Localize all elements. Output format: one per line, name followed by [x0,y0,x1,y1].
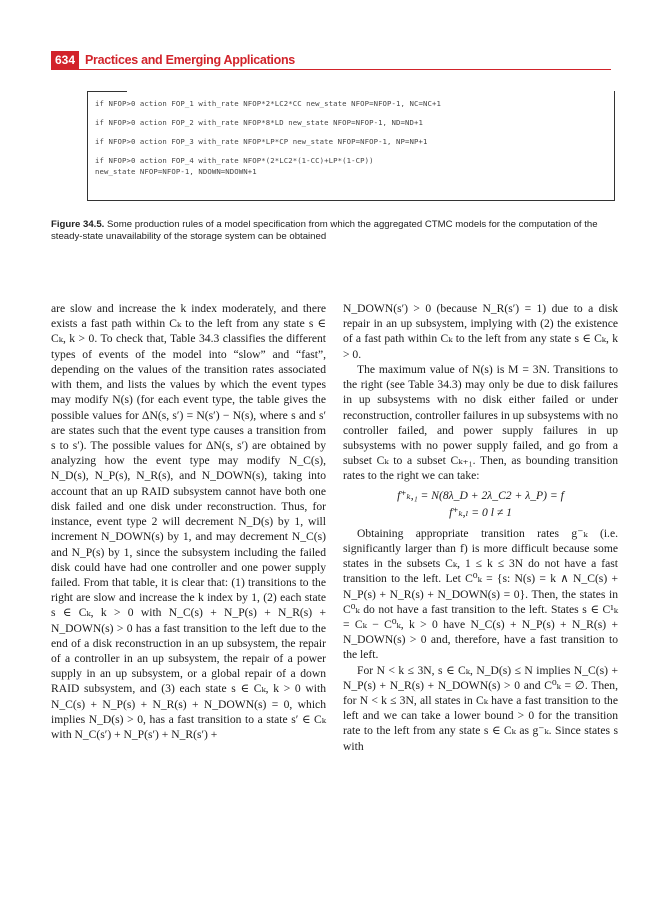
code-line-4: if NFOP>0 action FOP_4 with_rate NFOP*(2*LC2*(1-CC)+LP*(1-CP)) [95,156,374,165]
code-listing-figure [87,91,615,201]
code-line-2: if NFOP>0 action FOP_2 with_rate NFOP*8*LD new_state NFOP=NFOP-1, ND=ND+1 [95,118,423,127]
code-line-5: new_state NFOP=NFOP-1, NDOWN=NDOWN+1 [95,167,257,176]
figure-caption [51,219,621,243]
left-paragraph-1: are slow and increase the k index moderately, and there exists a fast path within Cₖ to the left from any state s ∈ Cₖ, k > 0. To check that, Table 34.3 classifies the different types of events of the model into “slow” and “fast”, depending on the values of the transition rates associated with them, and lists the values by which the event types may modify N(s) (for each event type, the table gives the possible values for ΔN(s, s′) = N(s′) − N(s), where s and s′ are states such that the event type causes a transition from s to s′). The possible values for ΔN(s, s′) are obtained by analyzing how the event type may modify N_C(s), N_D(s), N_P(s), N_R(s), and N_DOWN(s), taking into account that an up RAID subsystem cannot have both one disk failed and one disk under reconstruction. Thus, for instance, event type 2 will decrement N_D(s) by 1, will increment N_DOWN(s) by 1, and may decrement N_C(s) and N_P(s) by 1, since the subsystem including the failed disk could have had one controller and one power supply failed. From that table, it is clear that: (1) transitions to the right are slow and increase the k index by 1, (2) each state s ∈ Cₖ, k > 0 with N_C(s) + N_P(s) + N_R(s) + N_DOWN(s) > 0 has a fast transition to the left due to the end of a disk reconstruction in an up subsystem, the repair of a controller in an up subsystem, the repair of a power supply in an up subsystem, or a global repair of a down RAID subsystem, and (3) each state s ∈ Cₖ, k > 0 with N_C(s) + N_P(s) + N_R(s) + N_DOWN(s) = 0, which implies N_D(s) > 0, has a fast transition to a state s′ ∈ Cₖ with N_C(s′) + N_P(s′) + N_R(s′) + [51,302,326,742]
code-line-1: if NFOP>0 action FOP_1 with_rate NFOP*2*LC2*CC new_state NFOP=NFOP-1, NC=NC+1 [95,99,441,108]
right-paragraph-2: The maximum value of N(s) is M = 3N. Transitions to the right (see Table 34.3) may only be due to disk failures in up subsystems with no disk either failed or under reconstruction, controller failures in up subsystems with no controller failed, and power supply failures in up subsystems with no power supply failed, and go from a subset Cₖ to a subset Cₖ₊₁. Then, as bounding transition rates to the right we can take: [343,362,618,483]
figure-label: Figure 34.5. [51,219,105,230]
page-number: 634 [51,51,79,69]
right-column [343,301,618,754]
figure-caption-text: Some production rules of a model specification from which the aggregated CTMC models for the computation of the steady-state unavailability of the storage system can be obtained [51,219,598,242]
equation-2: f⁺ₖ,ₗ = 0 l ≠ 1 [449,505,512,519]
running-header [51,51,611,69]
code-line-3: if NFOP>0 action FOP_3 with_rate NFOP*LP*CP new_state NFOP=NFOP-1, NP=NP+1 [95,137,428,146]
equation-1: f⁺ₖ,₁ = N(8λ_D + 2λ_C2 + λ_P) = f [397,488,564,502]
right-paragraph-4: For N < k ≤ 3N, s ∈ Cₖ, N_D(s) ≤ N implies N_C(s) + N_P(s) + N_R(s) + N_DOWN(s) > 0 and C⁰ₖ = ∅. Then, for N < k ≤ 3N, all states in Cₖ have a fast transition to the left and we can take a lower bound > 0 for the transition rate to the left from any state s ∈ Cₖ as g⁻ₖ. Since states s with [343,663,618,753]
right-paragraph-3: Obtaining appropriate transition rates g⁻ₖ (i.e. significantly larger than f) is more difficult because some states in the subsets Cₖ, 1 ≤ k ≤ 3N do not have a fast transition to the left. Let C⁰ₖ = {s: N(s) = k ∧ N_C(s) + N_P(s) + N_R(s) + N_DOWN(s) = 0}. Then, the states in C⁰ₖ do not have a fast transition to the left. States s ∈ C¹ₖ = Cₖ − C⁰ₖ, k > 0 have N_C(s) + N_P(s) + N_R(s) + N_DOWN(s) > 0 and, therefore, have a fast transition to the left. [343,526,618,662]
left-column [51,301,326,742]
running-title: Practices and Emerging Applications [85,53,295,67]
right-paragraph-1: N_DOWN(s′) > 0 (because N_R(s′) = 1) due to a disk repair in an up subsystem, implying with (2) the existence of a fast path within Cₖ to the left from any state s ∈ Cₖ, k > 0. [343,302,618,361]
header-rule [51,69,611,70]
